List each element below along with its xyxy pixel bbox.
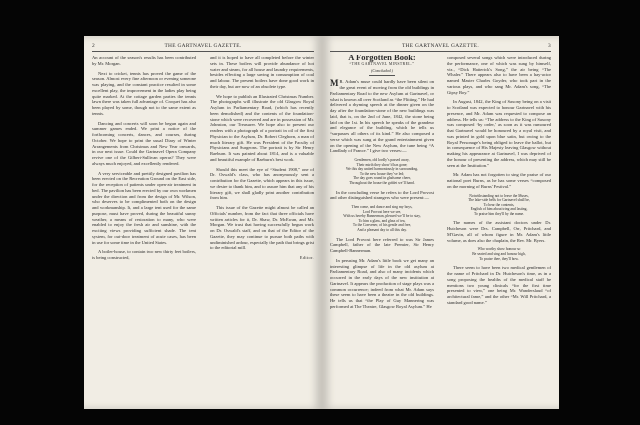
- left-column-2: [210, 55, 314, 401]
- verse-block: Notwithstanding not to leave the Muses, The lake-side bells for Gartnavel shall be, To hear the contents, English of him about tring and lasting, To praise him they'll by the name.: [468, 193, 530, 216]
- right-page-number: 3: [548, 43, 551, 49]
- paragraph: Dancing and concerts will soon be begun again and summer games ended. We print a notice of the forthcoming concerts, dances, and courses, during October. We hope to print the usual Diary of Winter Arrangements from Christmas and New Year onwards, in our next issue. Could the Gartnavel Opera Company revive one of the Gilbert-Sullivan operas? They were always much enjoyed, and excellently rendered.: [92, 120, 196, 166]
- verse-block: Who worthy show honour so Be seated and sing and honour high, To praise thee, they'll bow.: [472, 247, 526, 261]
- paragraph: Next to cricket, tennis has proved the game of the season. Almost every fine afternoon or evening someone was playing, and the constant practice resulted in some excellent play, the improvement in the ladies play being quite marked. At the cottage garden parties the tennis lawn there was taken full advantage of. Croquet has also been played by some, though not to the same extent as tennis.: [92, 70, 196, 116]
- left-running-head: THE GARTNAVEL GAZETTE.: [164, 43, 242, 49]
- paragraph: There seem to have been two medical gentlemen of the name of Pritchard in Dr. Hutcheson's time, as in a song proposing the healths of the medical staff he mentions two young clinicals “for the first time presented to view,” one being Mr. Wanderslaud “of architectural fame,” and the other “Mr. Will Pritchard, a standard good name.”: [447, 265, 551, 305]
- paragraph: This issue of the Gazette might almost be called an Officials' number, from the fact that three officials have written articles for it, Dr. Shaw, Dr. McEwan, and Mr. Morgan. We trust that having successfully begun work on Dr. Oswald's staff, and on that of the Editor of the Gazette, they may continue to pursue both paths with undiminished ardour, especially the path that brings grist to the editorial mill.: [210, 205, 314, 251]
- paragraph: A boiler-house, to contain two new thirty feet boilers, is being constructed,: [92, 249, 196, 260]
- right-column-1: [330, 55, 434, 401]
- paragraph: Mr. Adam has not forgotten to sing the praise of our national poet Burns, as he has some verses “composed on the morning of Burns' Festival.”: [447, 172, 551, 189]
- article-subtitle: “THE GARTNAVEL MINSTREL.”: [349, 61, 415, 66]
- paragraph: We hope to publish an Illustrated Christmas Number. The photographs will illustrate the old Glasgow Royal Asylum in Parliamentary Road, (which has recently been demolished) and the contents of the foundation-stone which were recovered and are in possession of Mr. Johnston, our Treasurer. We hope also to present our readers with a photograph of a portrait in oil of the first Physician to the Asylum, Dr. Robert Cleghorn, a man of much literary gift. He was President of the Faculty of Physicians and Surgeons. The portrait is by Sir Henry Raeburn. It was painted about 1814, and is a valuable and beautiful example of Raeburn's best work.: [210, 93, 314, 162]
- right-column-2: [447, 55, 551, 401]
- left-page-header: [92, 42, 314, 52]
- paragraph: An account of the season's results has been contributed by Mr. Morgan.: [92, 55, 196, 66]
- drop-cap: M: [330, 78, 339, 89]
- verse-block: Gentlemen, old lordly’s passed away, Their mirth they show’d has gone; We this day united harmoniously in surrounding, To the new house they’ve led; The day goes round in gladsome cheer, Throughout the house the goblet we’ll hand.: [345, 158, 419, 185]
- right-page-header: [330, 42, 551, 52]
- right-running-head: THE GARTNAVEL GAZETTE.: [401, 43, 480, 49]
- paragraph: The Lord Provost here referred to was Sir James Campbell, father of the late Premier, Sir Henry Campbell-Bannerman.: [330, 236, 434, 254]
- left-column-1: [92, 55, 196, 401]
- paragraph: In the concluding verse he refers to the Lord Provost and other distinguished strangers who were present:—: [330, 189, 434, 201]
- editor-signoff: Editor.: [299, 255, 314, 260]
- paragraph: A very serviceable and prettily designed pavilion has been erected on the Recreation Ground on the East side, for the reception of patients under open-air treatment in bed. The pavilion has been erected by our own workmen under the direction and from the design of Mr. Wilson, who deserves to be complimented both on the design and workmanship. It, and a large tent used for the same purpose, must have proved, during the beautiful sunny weather, a means of restoration to many, who were enabled to enjoy the fresh air and sunshine, with the exciting views providing sufficient shade. The tent system, for out-door treatment of acute cases, has been in use for some time in the United States.: [92, 170, 196, 245]
- paragraph: and it is hoped to have all completed before the winter sets in. These boilers will provide abundance of hot water and steam, for all house and laundry requirements, besides effecting a large saving in consumption of coal and labour. The present boilers have done good work in their day, but are now of an obsolete type.: [210, 55, 314, 89]
- paragraph: Should this meet the eye of “Student 1908,” one of Dr. Oswald's class, who has anonymously sent a contribution for the Gazette, which appears in this issue, we desire to thank him, and to assure him that any of his literary gift, we shall gladly print another contribution from him.: [210, 166, 314, 201]
- left-page: [84, 36, 322, 409]
- article-title: A Forgotten Book:: [348, 55, 416, 62]
- paragraph: composed several songs which were introduced during the performance, one of which was sung by himself, viz., “Dick Hatterick's Song,” the air being “The Whaler.” There appears also to have been a hay-actor named Master Charles Goyder, who took part in the various plays, and who sang Mr. Adam's song, “The Gipsy Boy.”: [447, 55, 551, 95]
- verse-block: Then come, and dance and sing my boys, Lord Provost here we see, With us hereby Bannerman, pleased we’ll be to stay, To him a glass, and glass of tea, To the Convener, of his gentle and free, And a pleasant day to all this day.: [343, 205, 421, 233]
- title-rule: [369, 75, 395, 76]
- paragraph: In August, 1842, the King of Saxony being on a visit to Scotland was expected to honour Gartnavel with his presence, and Mr. Adam was requested to compose an address. He tells us: “The address to the King of Saxony was composed ‘by order,’ as soon as it was rumoured that Gartnavel would be honoured by a royal visit, and was printed in gold upon blue satin, but owing to the Royal Personage's being obliged to leave the ballot, but in consequence of His Majesty leaving Glasgow without making his appearance at Gartnavel, I was deprived of the honour of presenting the address, which may still be seen at the Institution.”: [447, 99, 551, 168]
- left-page-number: 2: [92, 43, 95, 49]
- paragraph: The names of the assistant doctors under Dr. Hutcheson were Drs. Campbell, Orr, Pritchard, and M'Gavin, all of whom figure in Mr. Adam's little volume, as does also the chaplain, the Rev. Mr. Byers.: [447, 220, 551, 243]
- right-page: [322, 36, 559, 409]
- paragraph: In perusing Mr. Adam's little book we get many an interesting glimpse of life in the old asylum at Parliamentary Road, and also of many incidents which occurred in the early days of the new institution at Gartnavel. It appears the production of stage plays was a common occurrence; indeed from what Mr. Adam says these seem to have been a theatre in the old buildings. He tells us that “the Play of Guy Mannering was performed at The Theatre, Glasgow Royal Asylum.” He: [330, 257, 434, 309]
- paragraph: M R. Adam's muse could hardly have been silent on the great event of moving from the old buildings in Parliamentary Road to the new Asylum at Gartnavel, or what is known all over Scotland as “the Flitting.” He had delivered a rhyming speech at the dinner given on the day after the foundation-stone of the new buildings was laid, that is, on the 2nd of June, 1842, the stone being laid on the 1st. In his speech he speaks of the grandeur and elegance of the building, which he tells us “surpasses all others of its kind.” He also composed a verse which was sung at the grand entertainment given on the opening of the New Asylum, the tune being “A Landlady of France.” I give two verses:—: [330, 78, 434, 154]
- article-continued-note: (Concluded.): [371, 67, 393, 73]
